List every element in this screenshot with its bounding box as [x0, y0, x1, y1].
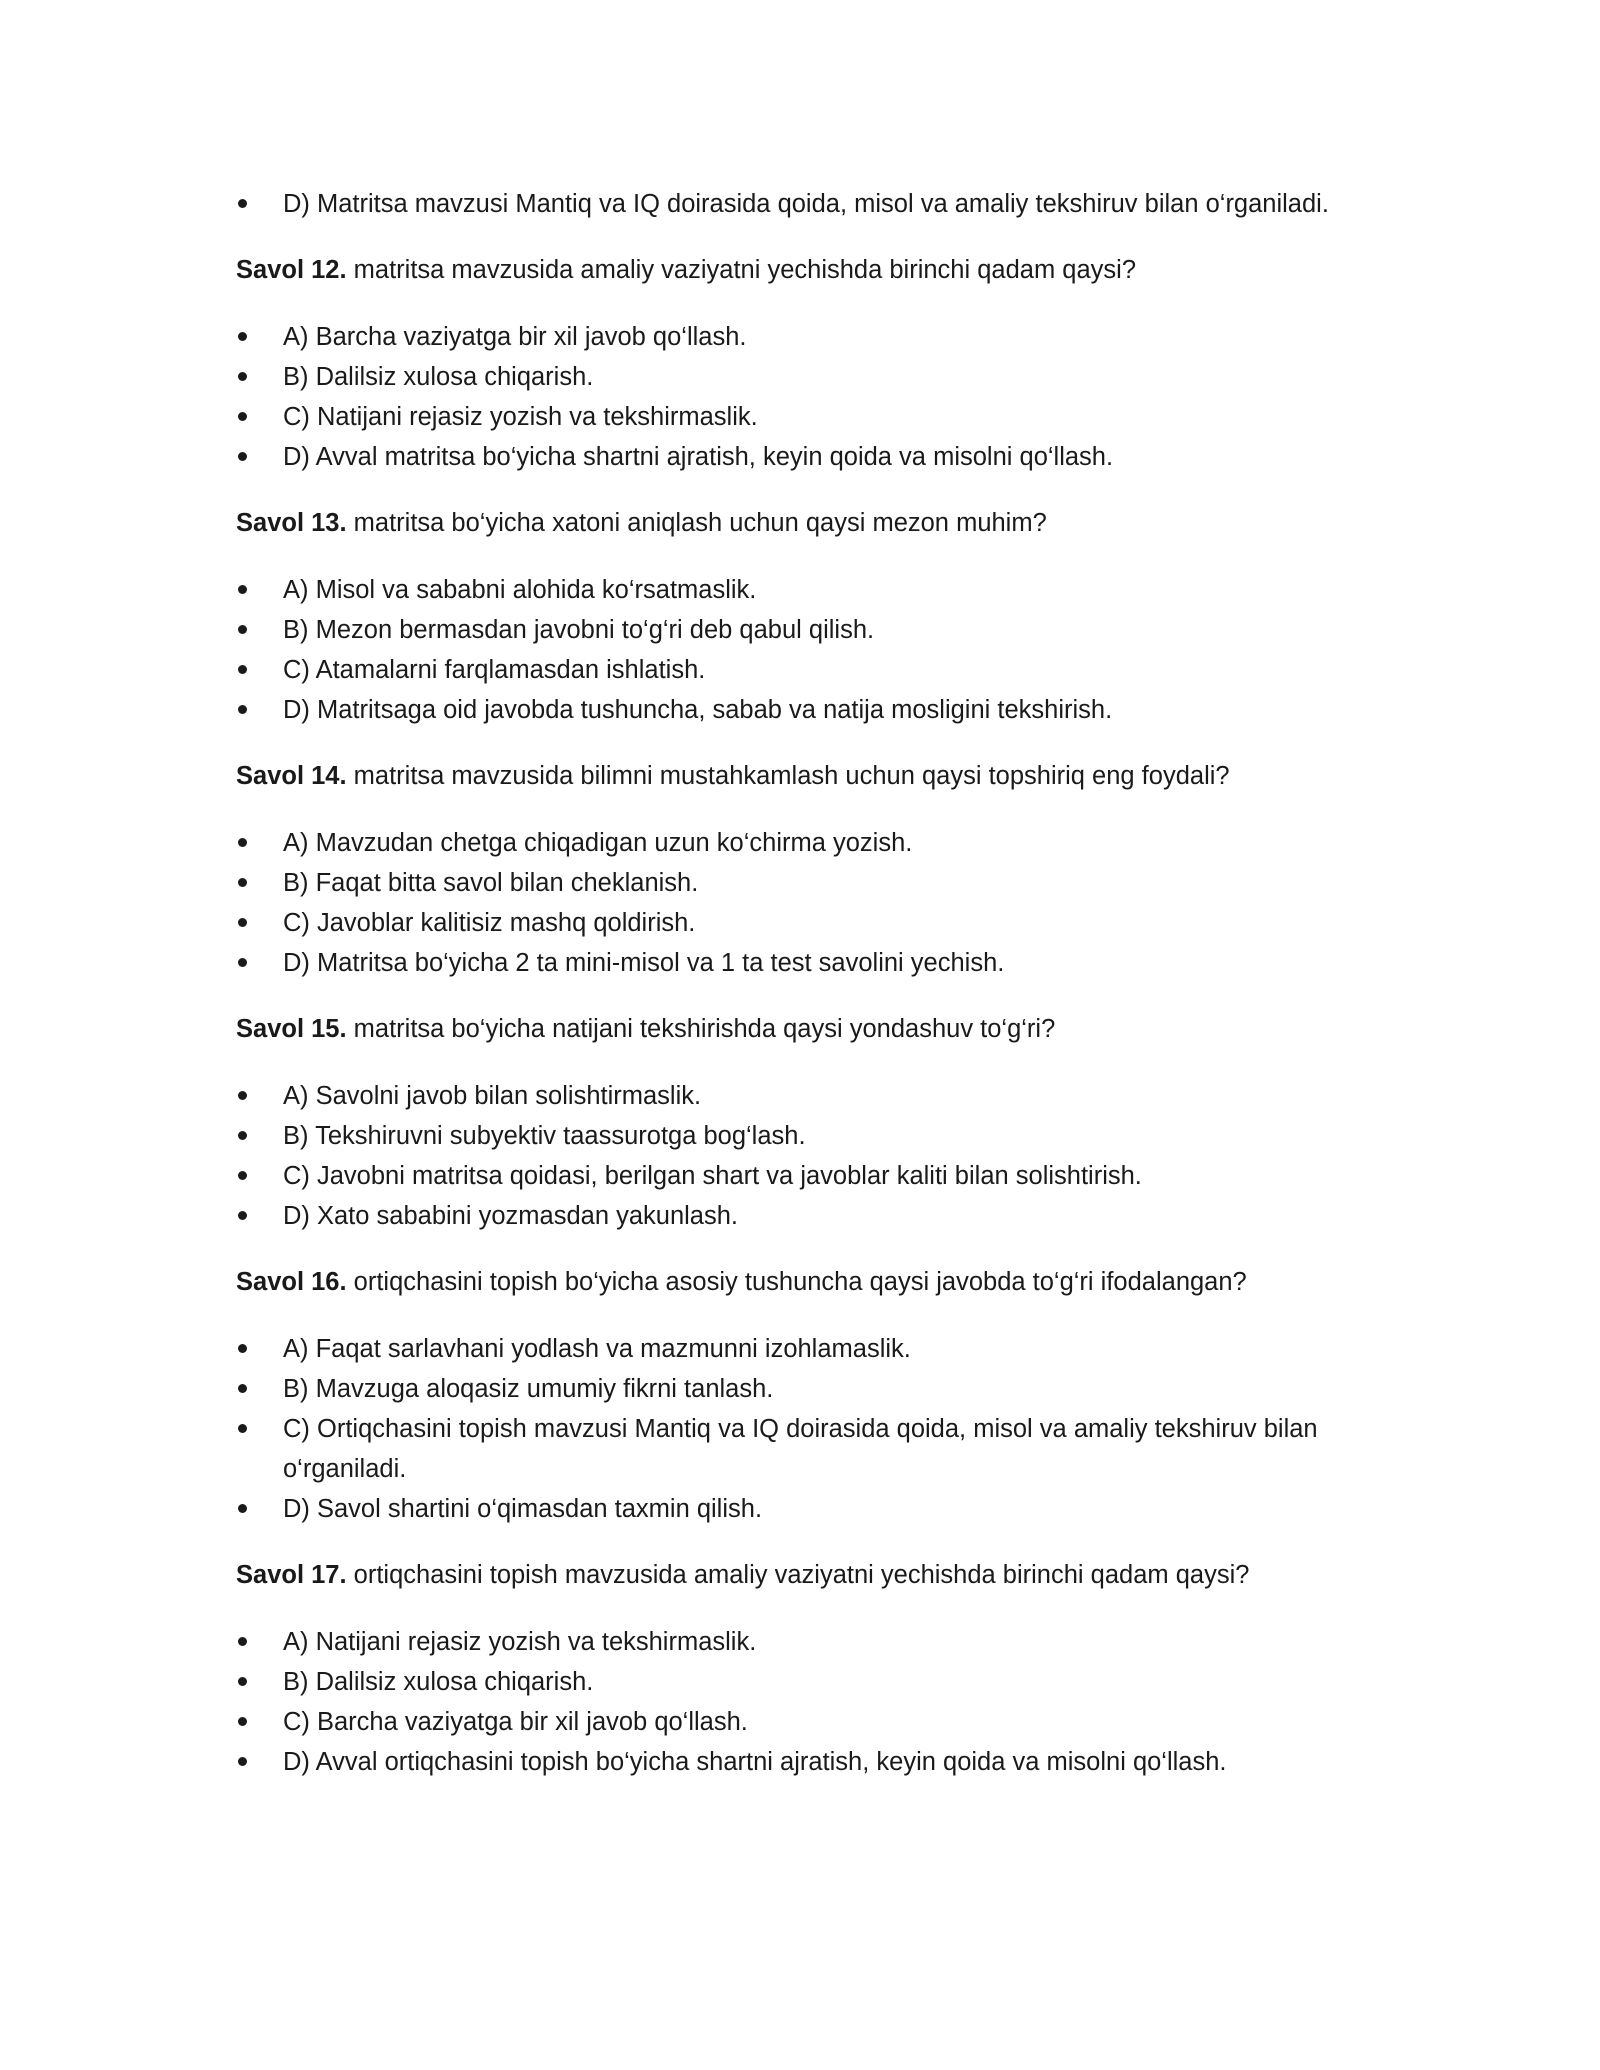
question-block: [236, 1555, 1386, 1782]
option-item: D) Avval matritsa bo‘yicha shartni ajratish, keyin qoida va misolni qo‘llash.: [236, 437, 1386, 477]
question-body: matritsa mavzusida amaliy vaziyatni yechishda birinchi qadam qaysi?: [346, 256, 1137, 284]
option-item: D) Savol shartini o‘qimasdan taxmin qilish.: [236, 1489, 1386, 1529]
option-list: [236, 1076, 1386, 1236]
question-block: [236, 756, 1386, 983]
option-list: [236, 570, 1386, 730]
option-item: A) Natijani rejasiz yozish va tekshirmaslik.: [236, 1622, 1386, 1662]
option-item: A) Savolni javob bilan solishtirmaslik.: [236, 1076, 1386, 1116]
question-label: Savol 15.: [236, 1015, 347, 1043]
question-body: ortiqchasini topish bo‘yicha asosiy tushuncha qaysi javobda to‘g‘ri ifodalangan?: [346, 1268, 1247, 1296]
intro-option-list: [236, 184, 1386, 224]
option-item: D) Xato sababini yozmasdan yakunlash.: [236, 1196, 1386, 1236]
question-block: [236, 503, 1386, 730]
document-page: [236, 184, 1386, 1782]
question-text: [236, 1555, 1386, 1595]
option-item: C) Javobni matritsa qoidasi, berilgan shart va javoblar kaliti bilan solishtirish.: [236, 1156, 1386, 1196]
question-label: Savol 14.: [236, 762, 347, 790]
question-text: [236, 756, 1386, 796]
question-label: Savol 17.: [236, 1561, 347, 1589]
option-item: B) Dalilsiz xulosa chiqarish.: [236, 1662, 1386, 1702]
question-label: Savol 12.: [236, 256, 347, 284]
option-item: A) Mavzudan chetga chiqadigan uzun ko‘chirma yozish.: [236, 823, 1386, 863]
question-text: [236, 1262, 1386, 1302]
question-block: [236, 250, 1386, 477]
option-item: A) Barcha vaziyatga bir xil javob qo‘llash.: [236, 317, 1386, 357]
question-label: Savol 16.: [236, 1268, 347, 1296]
option-item: C) Javoblar kalitisiz mashq qoldirish.: [236, 903, 1386, 943]
option-item: B) Mezon bermasdan javobni to‘g‘ri deb qabul qilish.: [236, 610, 1386, 650]
option-item: B) Tekshiruvni subyektiv taassurotga bog‘lash.: [236, 1116, 1386, 1156]
question-body: ortiqchasini topish mavzusida amaliy vaziyatni yechishda birinchi qadam qaysi?: [346, 1561, 1250, 1589]
option-item: B) Faqat bitta savol bilan cheklanish.: [236, 863, 1386, 903]
option-item: D) Matritsa mavzusi Mantiq va IQ doirasida qoida, misol va amaliy tekshiruv bilan o‘rganiladi.: [236, 184, 1386, 224]
option-item: B) Mavzuga aloqasiz umumiy fikrni tanlash.: [236, 1369, 1386, 1409]
option-item: A) Faqat sarlavhani yodlash va mazmunni izohlamaslik.: [236, 1329, 1386, 1369]
option-item: B) Dalilsiz xulosa chiqarish.: [236, 357, 1386, 397]
question-label: Savol 13.: [236, 509, 347, 537]
option-item: C) Atamalarni farqlamasdan ishlatish.: [236, 650, 1386, 690]
question-block: [236, 1009, 1386, 1236]
option-item: D) Avval ortiqchasini topish bo‘yicha shartni ajratish, keyin qoida va misolni qo‘llash.: [236, 1742, 1386, 1782]
option-item: A) Misol va sababni alohida ko‘rsatmaslik.: [236, 570, 1386, 610]
option-list: [236, 1329, 1386, 1529]
question-body: matritsa bo‘yicha xatoni aniqlash uchun qaysi mezon muhim?: [346, 509, 1047, 537]
question-text: [236, 250, 1386, 290]
option-item: D) Matritsaga oid javobda tushuncha, sabab va natija mosligini tekshirish.: [236, 690, 1386, 730]
question-text: [236, 1009, 1386, 1049]
option-list: [236, 1622, 1386, 1782]
option-list: [236, 317, 1386, 477]
question-body: matritsa bo‘yicha natijani tekshirishda qaysi yondashuv to‘g‘ri?: [346, 1015, 1056, 1043]
option-item: D) Matritsa bo‘yicha 2 ta mini-misol va 1 ta test savolini yechish.: [236, 943, 1386, 983]
option-list: [236, 823, 1386, 983]
question-text: [236, 503, 1386, 543]
option-item: C) Barcha vaziyatga bir xil javob qo‘llash.: [236, 1702, 1386, 1742]
option-item: C) Ortiqchasini topish mavzusi Mantiq va IQ doirasida qoida, misol va amaliy tekshiruv bilan o‘rganiladi.: [236, 1409, 1386, 1489]
question-block: [236, 1262, 1386, 1529]
question-body: matritsa mavzusida bilimni mustahkamlash uchun qaysi topshiriq eng foydali?: [346, 762, 1230, 790]
option-item: C) Natijani rejasiz yozish va tekshirmaslik.: [236, 397, 1386, 437]
